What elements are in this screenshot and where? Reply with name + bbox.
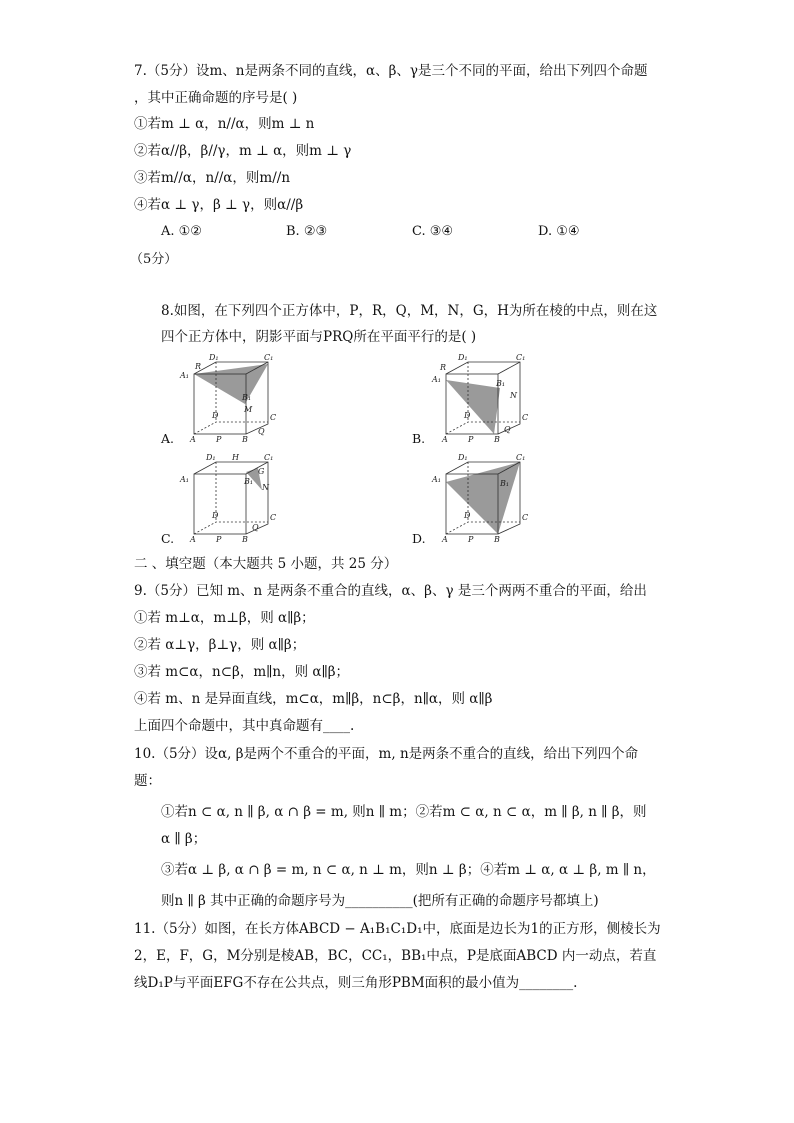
cube-figure-d	[424, 452, 536, 544]
label-d: D	[464, 411, 471, 420]
label-c: C	[522, 413, 529, 422]
q9-ask: 上面四个命题中，其中真命题有____.	[134, 718, 355, 734]
q10-line2: α ∥ β；	[161, 831, 207, 847]
label-c1: C₁	[516, 453, 526, 462]
label-b1: B₁	[244, 477, 254, 486]
label-p: P	[468, 435, 474, 444]
label-c: C	[270, 413, 277, 422]
q9-item-1: ①若 m⊥α，m⊥β，则 α∥β；	[134, 610, 315, 626]
label-a1: A₁	[180, 371, 189, 380]
label-m: M	[244, 405, 253, 414]
label-a1: A₁	[180, 475, 189, 484]
q9-item-2: ②若 α⊥γ，β⊥γ，则 α∥β；	[134, 637, 306, 653]
label-a: A	[442, 535, 448, 544]
q7-option-c: C. ③④	[412, 224, 454, 239]
q7-item-3: ③若m//α，n//α，则m//n	[134, 170, 291, 186]
shaded-plane-b	[446, 380, 500, 434]
figure-d-label: D.	[412, 531, 426, 546]
label-b1: B₁	[500, 479, 510, 488]
q7-item-4: ④若α ⊥ γ，β ⊥ γ，则α//β	[134, 197, 304, 213]
q7-item-2: ②若α//β，β//γ，m ⊥ α，则m ⊥ γ	[134, 143, 352, 159]
label-b1: B₁	[242, 393, 252, 402]
label-b: B	[242, 435, 248, 444]
label-b1: B₁	[496, 379, 506, 388]
label-d: D	[212, 411, 219, 420]
q9-item-3: ③若 m⊂α，n⊂β，m∥n，则 α∥β；	[134, 664, 350, 680]
label-d: D	[464, 511, 471, 520]
cube-figure-c	[172, 452, 282, 544]
label-d: D	[212, 511, 219, 520]
label-r: R	[440, 363, 447, 372]
q9-item-4: ④若 m、n 是异面直线，m⊂α，m∥β，n⊂β，n∥α，则 α∥β	[134, 691, 493, 707]
label-r: R	[195, 362, 202, 371]
label-c1: C₁	[264, 453, 274, 462]
label-q: Q	[504, 425, 511, 434]
figure-b-label: B.	[412, 431, 426, 446]
q7-option-d: D. ①④	[538, 224, 580, 239]
figure-c-label: C.	[161, 531, 175, 546]
label-c1: C₁	[516, 353, 526, 362]
q8-stem-line1: 8.如图，在下列四个正方体中，P，R，Q，M，N，G，H为所在棱的中点，则在这	[161, 303, 658, 319]
q10-stem-line1: 10.（5分）设α, β是两个不重合的平面，m, n是两条不重合的直线，给出下列四个命	[134, 746, 639, 762]
label-b: B	[494, 435, 500, 444]
label-p: P	[216, 435, 222, 444]
q10-line4: 则n ∥ β 其中正确的命题序号为__________(把所有正确的命题序号都填上)	[161, 893, 599, 909]
label-d1: D₁	[206, 453, 216, 462]
label-a: A	[190, 435, 196, 444]
label-n: N	[510, 391, 517, 400]
label-h: H	[232, 453, 239, 462]
label-d1: D₁	[458, 453, 468, 462]
label-n: N	[262, 483, 269, 492]
q11-line2: 2，E，F，G，M分别是棱AB，BC，CC₁，BB₁中点，P是底面ABCD 内一动点，若直	[134, 948, 657, 964]
shaded-plane-a	[194, 364, 268, 404]
q8-stem-line2: 四个正方体中，阴影平面与PRQ所在平面平行的是( )	[161, 329, 477, 345]
q9-stem: 9.（5分）已知 m、n 是两条不重合的直线，α、β、γ 是三个两两不重合的平面，给出	[134, 583, 647, 599]
label-q: Q	[252, 523, 259, 532]
q10-stem-line2: 题：	[134, 773, 161, 789]
label-c: C	[270, 513, 277, 522]
q10-line3: ③若α ⊥ β, α ∩ β = m, n ⊂ α, n ⊥ m，则n ⊥ β；④若m ⊥ α, α ⊥ β, m ∥ n，	[161, 862, 656, 878]
label-d1: D₁	[458, 353, 468, 362]
figure-a-label: A.	[161, 431, 175, 446]
q7-score: （5分）	[130, 252, 178, 267]
cube-figure-b	[424, 352, 536, 444]
label-a: A	[442, 435, 448, 444]
q7-item-1: ①若m ⊥ α，n//α，则m ⊥ n	[134, 116, 315, 132]
label-q: Q	[258, 427, 265, 436]
label-g: G	[258, 467, 265, 476]
section2-title: 二 、填空题（本大题共 5 小题，共 25 分）	[134, 556, 398, 572]
label-c1: C₁	[264, 353, 274, 362]
label-p: P	[216, 535, 222, 544]
label-b: B	[242, 535, 248, 544]
label-c: C	[522, 513, 529, 522]
q10-line1: ①若n ⊂ α, n ∥ β, α ∩ β = m, 则n ∥ m；②若m ⊂ α, n ⊂ α，m ∥ β, n ∥ β，则	[161, 804, 647, 820]
q7-option-a: A. ①②	[161, 224, 202, 239]
label-a1: A₁	[432, 375, 441, 384]
label-b: B	[494, 535, 500, 544]
q7-option-b: B. ②③	[286, 224, 328, 239]
label-d1: D₁	[209, 353, 219, 362]
q7-stem-line1: 7.（5分）设m、n是两条不同的直线，α、β、γ是三个不同的平面，给出下列四个命题	[134, 63, 648, 79]
label-a: A	[190, 535, 196, 544]
q11-line3: 线D₁P与平面EFG不存在公共点，则三角形PBM面积的最小值为________.	[134, 975, 578, 991]
q11-line1: 11.（5分）如图，在长方体ABCD − A₁B₁C₁D₁中，底面是边长为1的正方形，侧棱长为	[134, 921, 661, 937]
label-p: P	[468, 535, 474, 544]
q7-stem-line2: ，其中正确命题的序号是( )	[134, 90, 298, 106]
cube-figure-a	[172, 352, 282, 444]
shaded-plane-d	[446, 462, 520, 534]
label-a1: A₁	[432, 475, 441, 484]
